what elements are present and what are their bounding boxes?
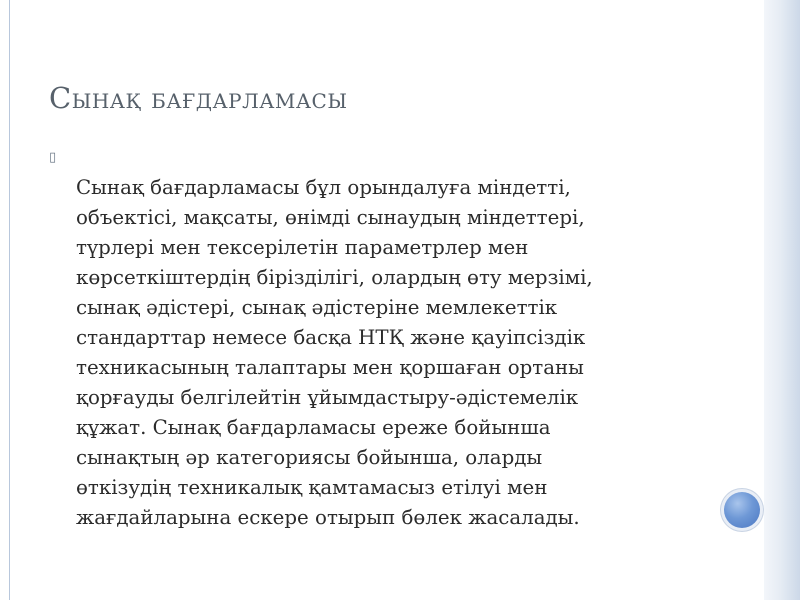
bullet-item bbox=[49, 143, 649, 533]
slide-title: Сынақ бағдарламасы bbox=[49, 81, 348, 115]
bullet-list bbox=[49, 143, 649, 533]
left-divider-line bbox=[9, 0, 10, 600]
right-decorative-band bbox=[764, 0, 800, 600]
decorative-circle-icon bbox=[724, 492, 760, 528]
bullet-text: Сынақ бағдарламасы бұл орындалуға міндетті, объектісі, мақсаты, өнімді сынаудың міндеттері, түрлері мен тексерілетін параметрлер мен көрсеткіштердің біріздiлiгі, олардың өту мерзімі, сынақ әдістері, сынақ әдістеріне мемлекеттік стандарттар немесе басқа НТҚ және қауіпсіздік техникасының талаптары мен қоршаған ортаны қорғауды белгілейтін ұйымдастыру-әдістемелік құжат. Сынақ бағдарламасы ереже бойынша сынақтың әр категориясы бойынша, оларды өткізудің техникалық қамтамасыз етілуі мен жағдайларына ескере отырып бөлек жасалады. bbox=[76, 176, 593, 529]
bullet-icon: ▯ bbox=[49, 150, 57, 165]
